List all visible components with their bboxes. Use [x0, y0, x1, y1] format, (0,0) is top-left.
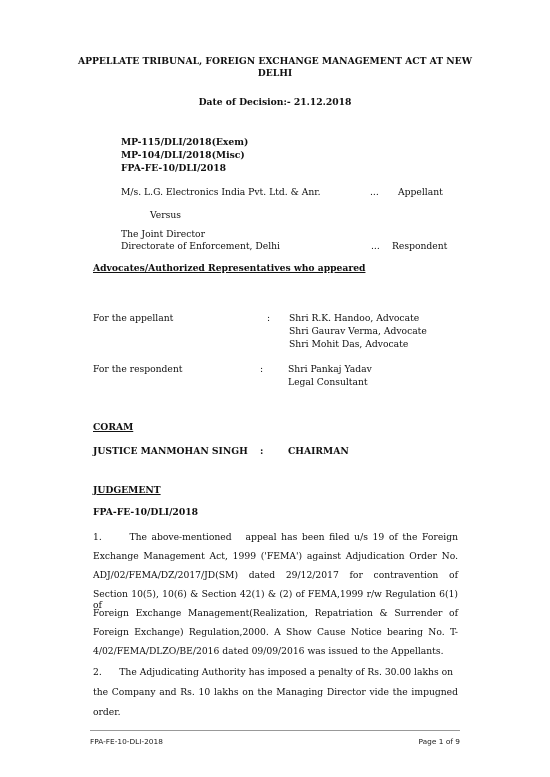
page-footer: [90, 730, 460, 761]
respondent-line1: The Joint Director: [121, 229, 205, 240]
tribunal-title-line1: APPELLATE TRIBUNAL, FOREIGN EXCHANGE MANAGEMENT ACT AT NEW: [77, 56, 473, 67]
coram-role: CHAIRMAN: [288, 446, 349, 457]
appellant-counsel-colon: :: [267, 313, 271, 324]
para1-line1: 1. The above-mentioned appeal has been filed u/s 19 of the Foreign: [93, 532, 458, 543]
para2-line2: the Company and Rs. 10 lakhs on the Managing Director vide the impugned: [93, 687, 458, 698]
respondent-line2: Directorate of Enforcement, Delhi: [121, 241, 281, 252]
versus-label: Versus: [150, 210, 181, 221]
appellant-role: Appellant: [398, 187, 443, 198]
footer-page-number: Page 1 of 9: [418, 737, 460, 746]
para1-line5: Foreign Exchange Management(Realization, Repatriation & Surrender of: [93, 608, 458, 619]
judgement-heading: JUDGEMENT: [93, 485, 161, 496]
respondent-counsel-2: Legal Consultant: [288, 377, 368, 388]
para1-line3: ADJ/02/FEMA/DZ/2017/JD(SM) dated 29/12/2017 for contravention of: [93, 570, 458, 581]
advocates-heading: Advocates/Authorized Representatives who appeared: [93, 263, 366, 274]
tribunal-title-line2: DELHI: [257, 68, 293, 79]
case-number-2: MP-104/DLI/2018(Misc): [121, 150, 245, 161]
appellant-counsel-1: Shri R.K. Handoo, Advocate: [289, 313, 420, 324]
appellant-counsel-label: For the appellant: [93, 313, 174, 324]
coram-judge: JUSTICE MANMOHAN SINGH: [93, 446, 248, 457]
coram-colon: :: [260, 446, 264, 457]
respondent-counsel-1: Shri Pankaj Yadav: [288, 364, 372, 375]
appellant-counsel-3: Shri Mohit Das, Advocate: [289, 339, 409, 350]
para2-line1: 2. The Adjudicating Authority has imposed a penalty of Rs. 30.00 lakhs on: [93, 667, 454, 678]
coram-heading: CORAM: [93, 422, 134, 433]
respondent-counsel-label: For the respondent: [93, 364, 183, 375]
respondent-counsel-colon: :: [260, 364, 264, 375]
para1-line2: Exchange Management Act, 1999 ('FEMA') against Adjudication Order No.: [93, 551, 458, 562]
para1-line6: Foreign Exchange) Regulation,2000. A Show Cause Notice bearing No. T-: [93, 627, 458, 638]
appellant-counsel-2: Shri Gaurav Verma, Advocate: [289, 326, 427, 337]
respondent-role: Respondent: [392, 241, 448, 252]
case-number-3: FPA-FE-10/DLI/2018: [121, 163, 227, 174]
appellant-dots: ...: [370, 187, 379, 198]
decision-date: Date of Decision:- 21.12.2018: [198, 97, 352, 108]
para1-line4: Section 10(5), 10(6) & Section 42(1) & (2) of FEMA,1999 r/w Regulation 6(1) of: [93, 589, 458, 611]
footer-doc-ref: FPA-FE-10-DLI-2018: [90, 737, 163, 746]
para1-line7: 4/02/FEMA/DLZO/BE/2016 dated 09/09/2016 was issued to the Appellants.: [93, 646, 444, 657]
appellant-name: M/s. L.G. Electronics India Pvt. Ltd. & Anr.: [121, 187, 321, 198]
case-number-1: MP-115/DLI/2018(Exem): [121, 137, 249, 148]
judgement-case-ref: FPA-FE-10/DLI/2018: [93, 507, 199, 518]
respondent-dots: ...: [371, 241, 380, 252]
para2-line3: order.: [93, 707, 121, 718]
